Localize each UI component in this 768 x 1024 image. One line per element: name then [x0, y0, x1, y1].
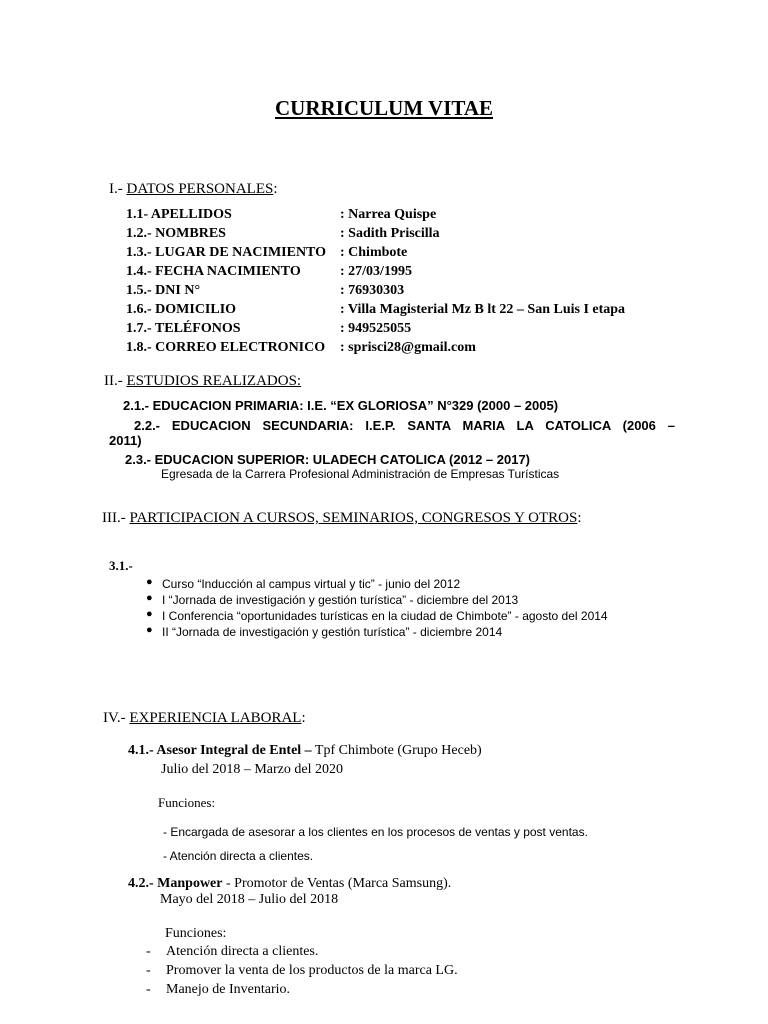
job2-functions-label: Funciones:	[165, 926, 227, 941]
bullet-icon: ●	[146, 608, 153, 620]
bullet-icon: ●	[146, 592, 153, 604]
edu-superior-note: Egresada de la Carrera Profesional Administración de Empresas Turísticas	[161, 467, 560, 481]
edu-primaria: 2.1.- EDUCACION PRIMARIA: I.E. “EX GLORIOSA” N°329 (2000 – 2005)	[123, 398, 559, 413]
bullet-icon: ●	[146, 576, 153, 588]
job1-task: - Atención directa a clientes.	[163, 849, 314, 863]
section-datos-personales: I.- DATOS PERSONALES:	[109, 181, 278, 197]
job2-dates: Mayo del 2018 – Julio del 2018	[160, 892, 339, 907]
courses-list: ● Curso “Inducción al campus virtual y tic” - junio del 2012 ● I “Jornada de investigación y gestión turística” - diciembre del 2013 ● I Conferencia “oportunidades turísticas en la ciudad de Chimbote” - agosto del 2014 ● II “Jornada de investigación y gestión turística” - diciembre 2014	[146, 576, 608, 639]
job2-task-list: - Atención directa a clientes. - Promover la venta de los productos de la marca LG. - Manejo de Inventario.	[146, 944, 458, 997]
job1-dates: Julio del 2018 – Marzo del 2020	[161, 762, 343, 777]
job2-heading: 4.2.- Manpower - Promotor de Ventas (Marca Samsung).	[128, 876, 452, 891]
subsection-3-1: 3.1.-	[109, 558, 133, 573]
section-cursos: III.- PARTICIPACION A CURSOS, SEMINARIOS, CONGRESOS Y OTROS:	[102, 510, 582, 526]
edu-secundaria: 2.2.- EDUCACION SECUNDARIA: I.E.P. SANTA MARIA LA CATOLICA (2006 –	[134, 418, 675, 433]
edu-superior: 2.3.- EDUCACION SUPERIOR: ULADECH CATOLICA (2012 – 2017)	[125, 452, 531, 467]
page-title: CURRICULUM VITAE	[275, 96, 493, 120]
personal-data-list: 1.1- APELLIDOS : Narrea Quispe 1.2.- NOMBRES : Sadith Priscilla 1.3.- LUGAR DE NACIMIENTO : Chimbote 1.4.- FECHA NACIMIENTO : 27/03/1995 1.5.- DNI N° : 76930303 1.6.- DOMICILIO : Villa Magisterial Mz B lt 22 – San Luis I etapa 1.7.- TELÉFONOS : 949525055 1.8.- CORREO ELECTRONICO : sprisci28@gmail.com	[126, 207, 626, 355]
section-estudios: II.- ESTUDIOS REALIZADOS:	[104, 373, 302, 389]
section-experiencia: IV.- EXPERIENCIA LABORAL:	[103, 710, 306, 726]
job1-heading: 4.1.- Asesor Integral de Entel – Tpf Chimbote (Grupo Heceb)	[128, 743, 482, 758]
job1-task: - Encargada de asesorar a los clientes en los procesos de ventas y post ventas.	[163, 825, 588, 839]
job1-functions-label: Funciones:	[158, 795, 216, 810]
bullet-icon: ●	[146, 624, 153, 636]
edu-secundaria-cont: 2011)	[109, 433, 142, 448]
